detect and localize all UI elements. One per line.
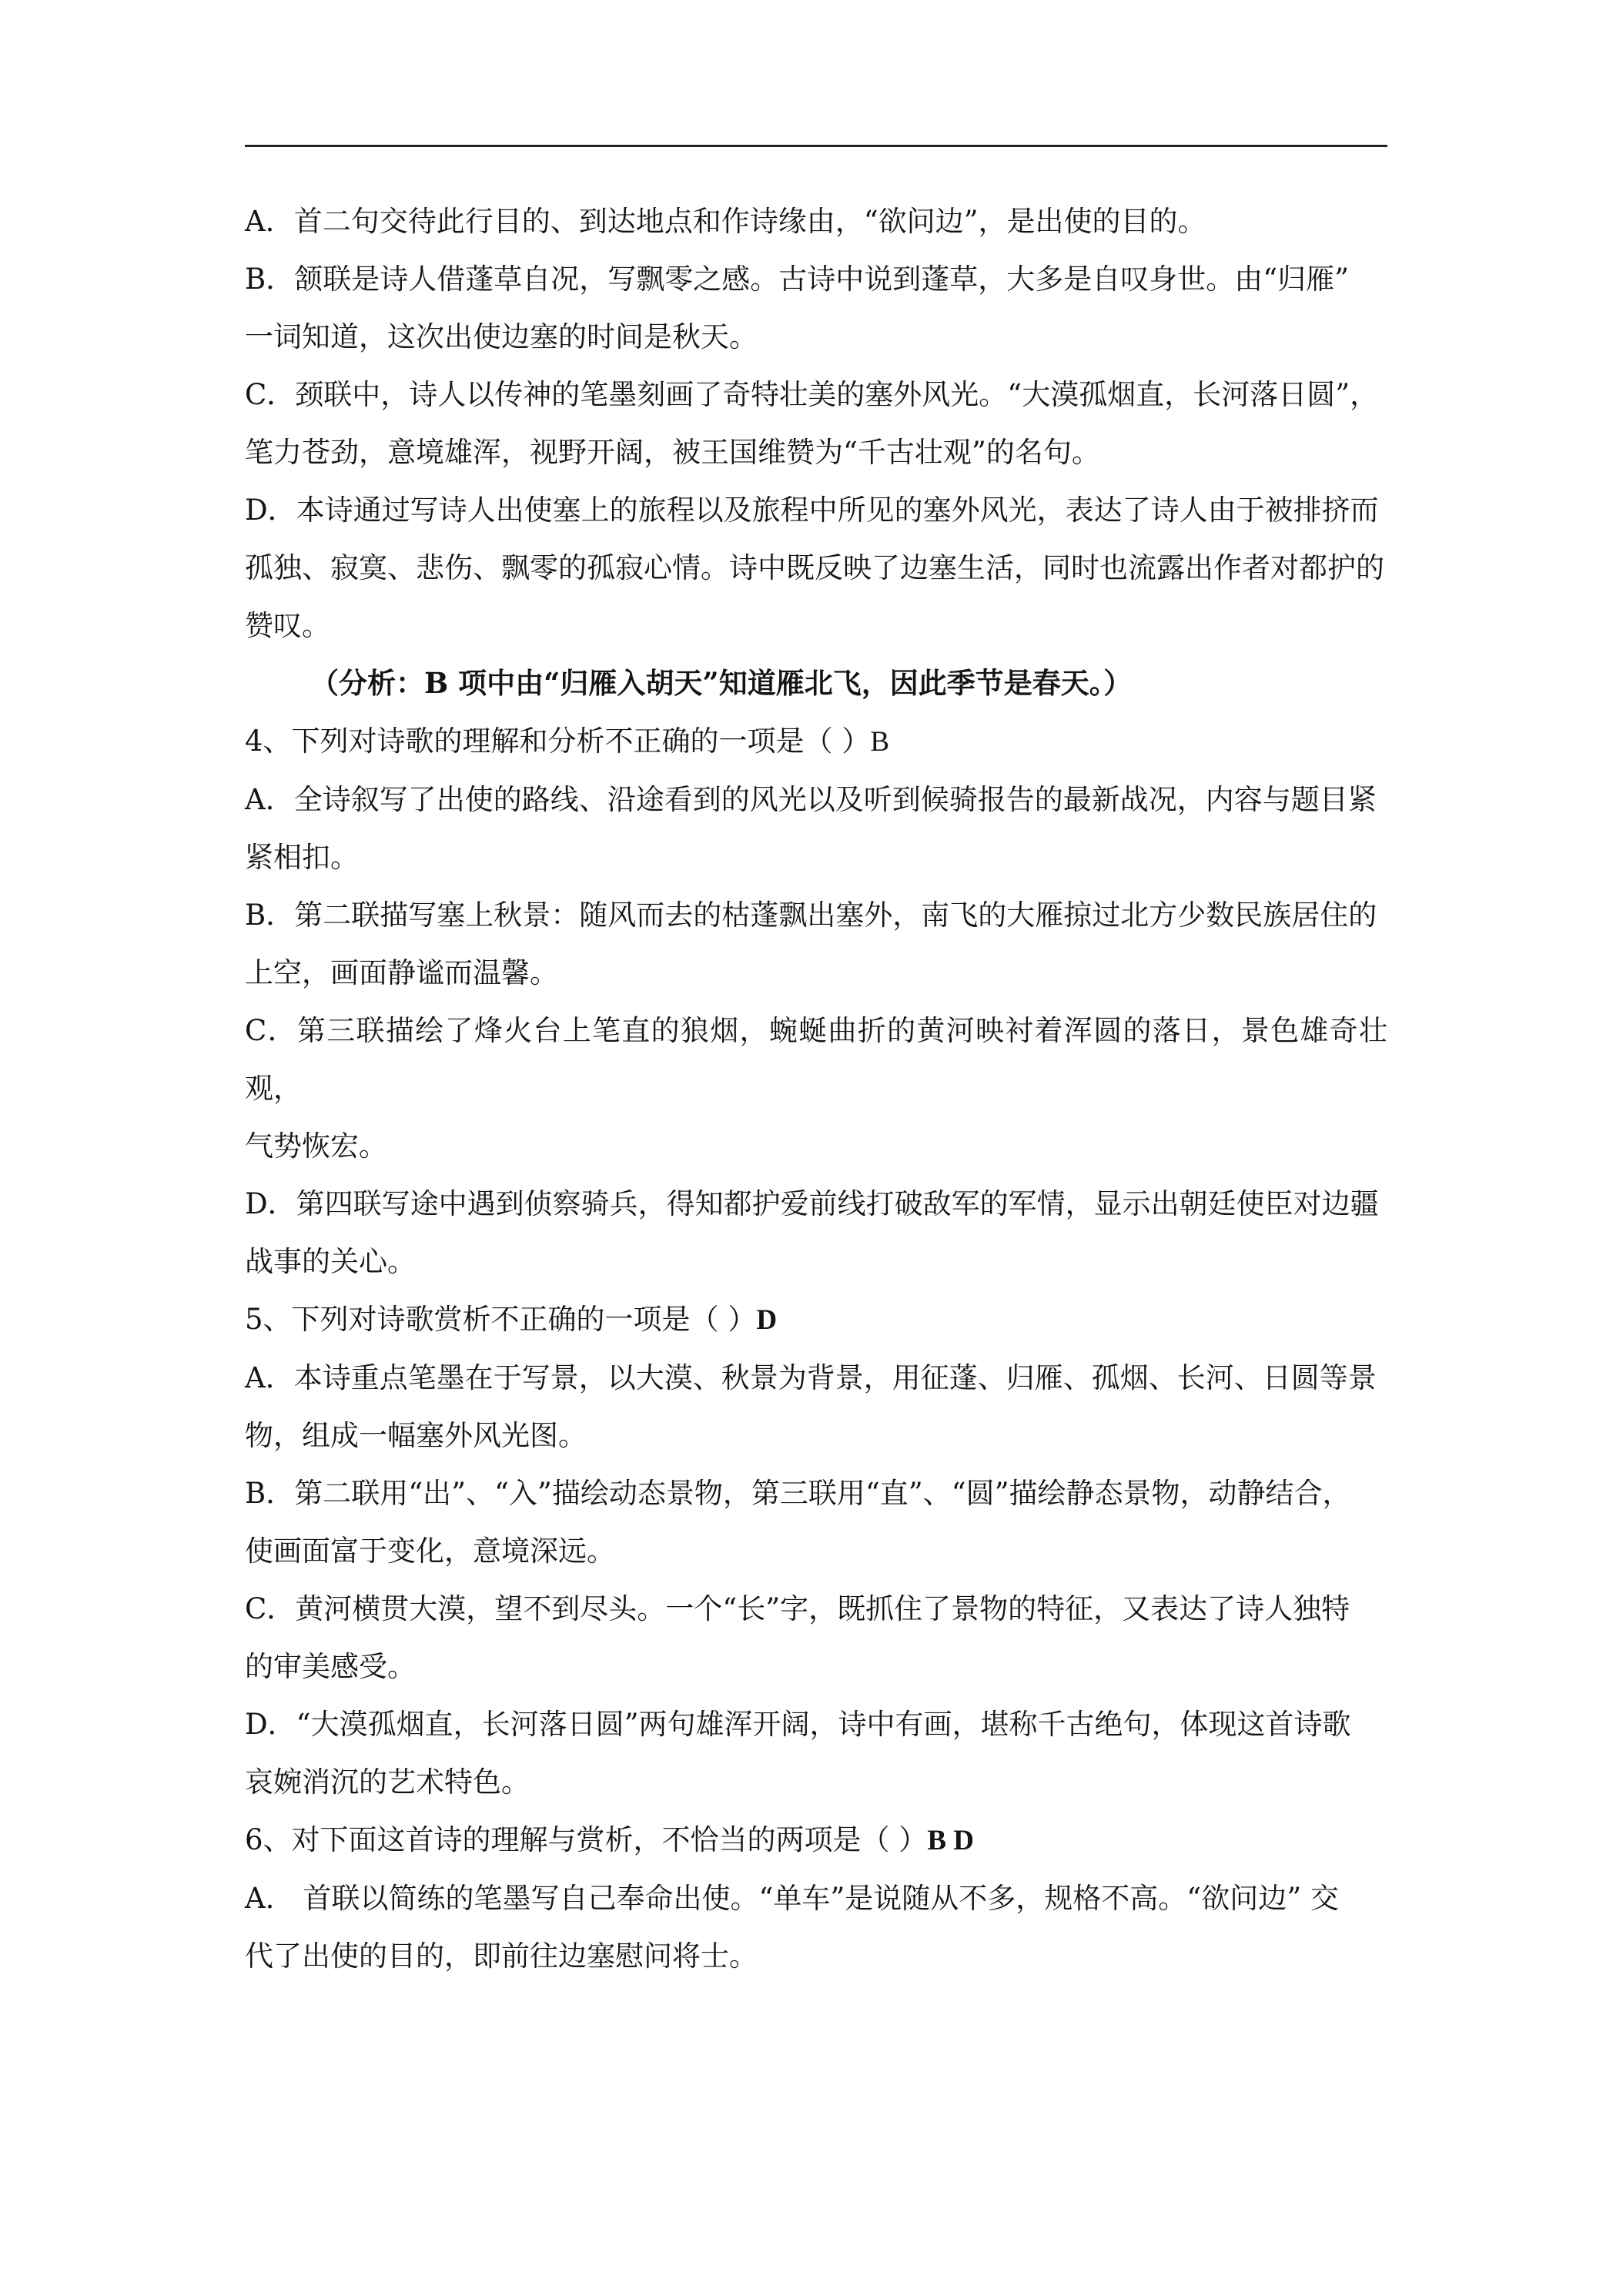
text-line: D．本诗通过写诗人出使塞上的旅程以及旅程中所见的塞外风光，表达了诗人由于被排挤而	[245, 494, 1379, 527]
q5-stem	[245, 1290, 1387, 1349]
document-body	[245, 192, 1387, 1985]
text-line: 哀婉消沉的艺术特色。	[245, 1766, 530, 1799]
text-line: 孤独、寂寞、悲伤、飘零的孤寂心情。诗中既反映了边塞生活，同时也流露出作者对都护的	[245, 551, 1384, 584]
text-line: 一词知道，这次出使边塞的时间是秋天。	[245, 320, 758, 353]
text-line: A．本诗重点笔墨在于写景，以大漠、秋景为背景，用征蓬、归雁、孤烟、长河、日圆等景	[245, 1361, 1377, 1394]
q5-option-b	[245, 1464, 1387, 1580]
text-line: 紧相扣。	[245, 841, 359, 874]
text-line: B．第二联描写塞上秋景：随风而去的枯蓬飘出塞外，南飞的大雁掠过北方少数民族居住的	[245, 899, 1377, 932]
text-line: C．黄河横贯大漠，望不到尽头。一个“长”字，既抓住了景物的特征，又表达了诗人独特	[245, 1592, 1350, 1625]
q6-answer: B D	[927, 1825, 974, 1856]
q3-analysis: （分析：B 项中由“归雁入胡天”知道雁北飞，因此季节是春天。）	[310, 666, 1133, 700]
q5-option-c	[245, 1580, 1387, 1695]
text-line: 上空，画面静谧而温馨。	[245, 956, 558, 989]
q5-option-d	[245, 1695, 1387, 1811]
q4-option-d	[245, 1175, 1387, 1290]
text-line: A． 首联以简练的笔墨写自己奉命出使。“单车”是说随从不多，规格不高。“欲问边” 交	[245, 1882, 1339, 1915]
text-line: A．首二句交待此行目的、到达地点和作诗缘由，“欲问边”，是出使的目的。	[245, 205, 1206, 238]
q4-stem-text: 4、下列对诗歌的理解和分析不正确的一项是（ ）	[245, 725, 871, 758]
text-line: 代了出使的目的，即前往边塞慰问将士。	[245, 1940, 758, 1973]
text-line: B．颔联是诗人借蓬草自况，写飘零之感。古诗中说到蓬草，大多是自叹身世。由“归雁”	[245, 263, 1350, 296]
text-line: C．第三联描绘了烽火台上笔直的狼烟，蜿蜒曲折的黄河映衬着浑圆的落日，景色雄奇壮观，	[245, 1014, 1387, 1105]
text-line: B．第二联用“出”、“入”描绘动态景物，第三联用“直”、“圆”描绘静态景物，动静结合，	[245, 1477, 1351, 1510]
q6-stem-text: 6、对下面这首诗的理解与赏析，不恰当的两项是（ ）	[245, 1823, 928, 1856]
q5-answer: D	[756, 1304, 778, 1336]
text-line: A．全诗叙写了出使的路线、沿途看到的风光以及听到候骑报告的最新战况，内容与题目紧	[245, 783, 1377, 816]
q3-option-d	[245, 481, 1387, 654]
text-line: 物，组成一幅塞外风光图。	[245, 1419, 587, 1452]
q5-stem-text: 5、下列对诗歌赏析不正确的一项是（ ）	[245, 1303, 757, 1336]
q3-option-c	[245, 366, 1387, 481]
q4-answer: B	[870, 726, 889, 758]
q6-option-a	[245, 1869, 1387, 1985]
text-line: 赞叹。	[245, 609, 330, 642]
q4-option-a	[245, 771, 1387, 886]
q5-option-a	[245, 1349, 1387, 1464]
text-line: 笔力苍劲，意境雄浑，视野开阔，被王国维赞为“千古壮观”的名句。	[245, 436, 1100, 469]
text-line: 的审美感受。	[245, 1650, 416, 1683]
q3-option-b	[245, 250, 1387, 366]
text-line: 战事的关心。	[245, 1245, 416, 1278]
q4-option-c	[245, 1002, 1387, 1175]
text-line: C．颈联中，诗人以传神的笔墨刻画了奇特壮美的塞外风光。“大漠孤烟直，长河落日圆”，	[245, 378, 1379, 411]
text-line: D．“大漠孤烟直，长河落日圆”两句雄浑开阔，诗中有画，堪称千古绝句，体现这首诗歌	[245, 1708, 1351, 1741]
q4-stem	[245, 712, 1387, 771]
text-line: D．第四联写途中遇到侦察骑兵，得知都护爱前线打破敌军的军情，显示出朝廷使臣对边疆	[245, 1187, 1379, 1220]
q4-option-b	[245, 886, 1387, 1002]
q3-option-a	[245, 192, 1387, 250]
q6-stem	[245, 1811, 1387, 1869]
text-line: 气势恢宏。	[245, 1130, 387, 1163]
text-line: 使画面富于变化，意境深远。	[245, 1535, 615, 1568]
header-rule	[245, 145, 1387, 147]
